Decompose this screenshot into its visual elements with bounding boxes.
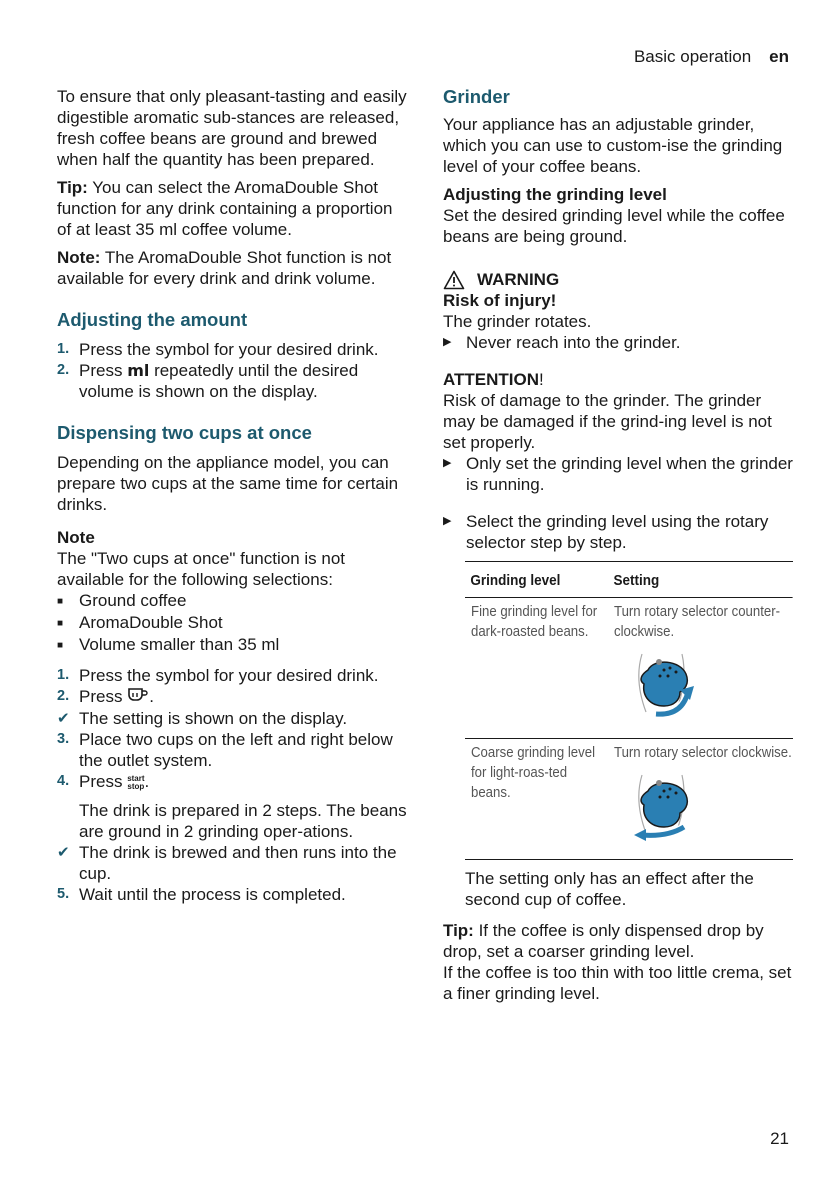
cups-step-5: 5. Wait until the process is completed. xyxy=(57,885,346,905)
grinder-heading: Grinder xyxy=(443,86,510,107)
risk-heading: Risk of injury! xyxy=(443,291,557,310)
risk-action: ▶ Never reach into the grinder. xyxy=(443,333,681,352)
tip-paragraph-2: If the coffee is too thin with too little crema, set a finer grinding level. xyxy=(443,963,792,1003)
cups-step-2: 2. Press . xyxy=(57,686,407,708)
grinder-intro: Your appliance has an adjustable grinder, which you can use to custom-ise the grinding level of your coffee beans. xyxy=(443,115,783,176)
cups-step-4-info: The drink is prepared in 2 steps. The beans are ground in 2 grinding oper-ations. xyxy=(79,801,407,842)
attention-text: Risk of damage to the grinder. The grinder may be damaged if the grind-ing level is not set properly. xyxy=(443,391,772,452)
cups-result-1: ✔ The setting is shown on the display. xyxy=(57,709,348,729)
left-column xyxy=(57,86,407,905)
adjust-step-2: 2. Press ml repeatedly until the desired volume is shown on the display. xyxy=(57,361,359,401)
risk-text: The grinder rotates. xyxy=(443,312,592,331)
grinding-table xyxy=(465,561,793,860)
warning-heading xyxy=(443,269,793,290)
note-text: The AromaDouble Shot function is not available for every drink and drink volume. xyxy=(57,248,392,288)
rotary-selector-clockwise-icon xyxy=(624,771,714,843)
section-title: Basic operation xyxy=(633,47,752,66)
adjust-amount-heading: Adjusting the amount xyxy=(57,309,248,330)
cups-step-1: 1. Press the symbol for your desired drink. xyxy=(57,666,379,685)
tip-text: You can select the AromaDouble Shot function for any drink containing a proportion of at least 35 ml coffee volume. xyxy=(57,178,393,239)
ml-icon: ml xyxy=(127,361,150,380)
tip-paragraph xyxy=(57,177,407,240)
table-row: Coarse grinding level for light-roas-ted beans. Turn rotary selector clockwise. xyxy=(465,739,793,859)
adjust-step-1: 1. Press the symbol for your desired drink. xyxy=(57,340,379,359)
language-code: en xyxy=(769,47,789,66)
after-table-note: The setting only has an effect after the second cup of coffee. xyxy=(465,869,754,909)
two-cups-heading: Dispensing two cups at once xyxy=(57,422,312,443)
page-header xyxy=(634,46,789,67)
two-cups-icon xyxy=(127,687,149,708)
warning-triangle-icon xyxy=(443,270,465,290)
attention-action: ▶ Only set the grinding level when the grinder is running. xyxy=(443,454,793,494)
cups-result-2: ✔ The drink is brewed and then runs into the cup. xyxy=(57,843,397,884)
adjust-grinding-text: Set the desired grinding level while the coffee beans are being ground. xyxy=(443,206,785,246)
note-heading: Note xyxy=(57,528,95,547)
bullet-item: ■ Ground coffee xyxy=(57,591,187,610)
tip-paragraph: Tip: If the coffee is only dispensed drop by drop, set a coarser grinding level. xyxy=(443,921,764,961)
note-body: The "Two cups at once" function is not available for the following selections: xyxy=(57,549,346,589)
intro-text: To ensure that only pleasant-tasting and easily digestible aromatic sub-stances are released, fresh coffee beans are ground and brewed when half the quantity has been prepared. xyxy=(57,87,407,169)
two-cups-intro: Depending on the appliance model, you can prepare two cups at the same time for certain drinks. xyxy=(57,453,399,514)
bullet-item: ■ AromaDouble Shot xyxy=(57,613,223,632)
adjust-grinding-heading: Adjusting the grinding level xyxy=(443,185,667,204)
attention-heading: ATTENTION! xyxy=(443,370,544,389)
select-action: ▶ Select the grinding level using the rotary selector step by step. xyxy=(443,512,769,552)
warning-label: WARNING xyxy=(477,270,560,289)
rotary-selector-counterclockwise-icon xyxy=(624,650,714,722)
cups-step-4: 4. Press start stop . xyxy=(57,772,150,792)
page-number: 21 xyxy=(770,1129,789,1148)
bullet-item: ■ Volume smaller than 35 ml xyxy=(57,635,280,654)
table-row: Fine grinding level for dark-roasted beans. Turn rotary selector counter-clockwise. xyxy=(465,598,793,739)
table-header: Grinding level Setting xyxy=(465,562,793,598)
cups-step-3: 3. Place two cups on the left and right below the outlet system. xyxy=(57,730,393,771)
note-paragraph xyxy=(57,247,407,289)
right-column xyxy=(443,86,793,1004)
note-label: Note: xyxy=(57,248,101,267)
start-stop-icon: start stop xyxy=(127,773,145,791)
tip-label: Tip: xyxy=(57,178,88,197)
